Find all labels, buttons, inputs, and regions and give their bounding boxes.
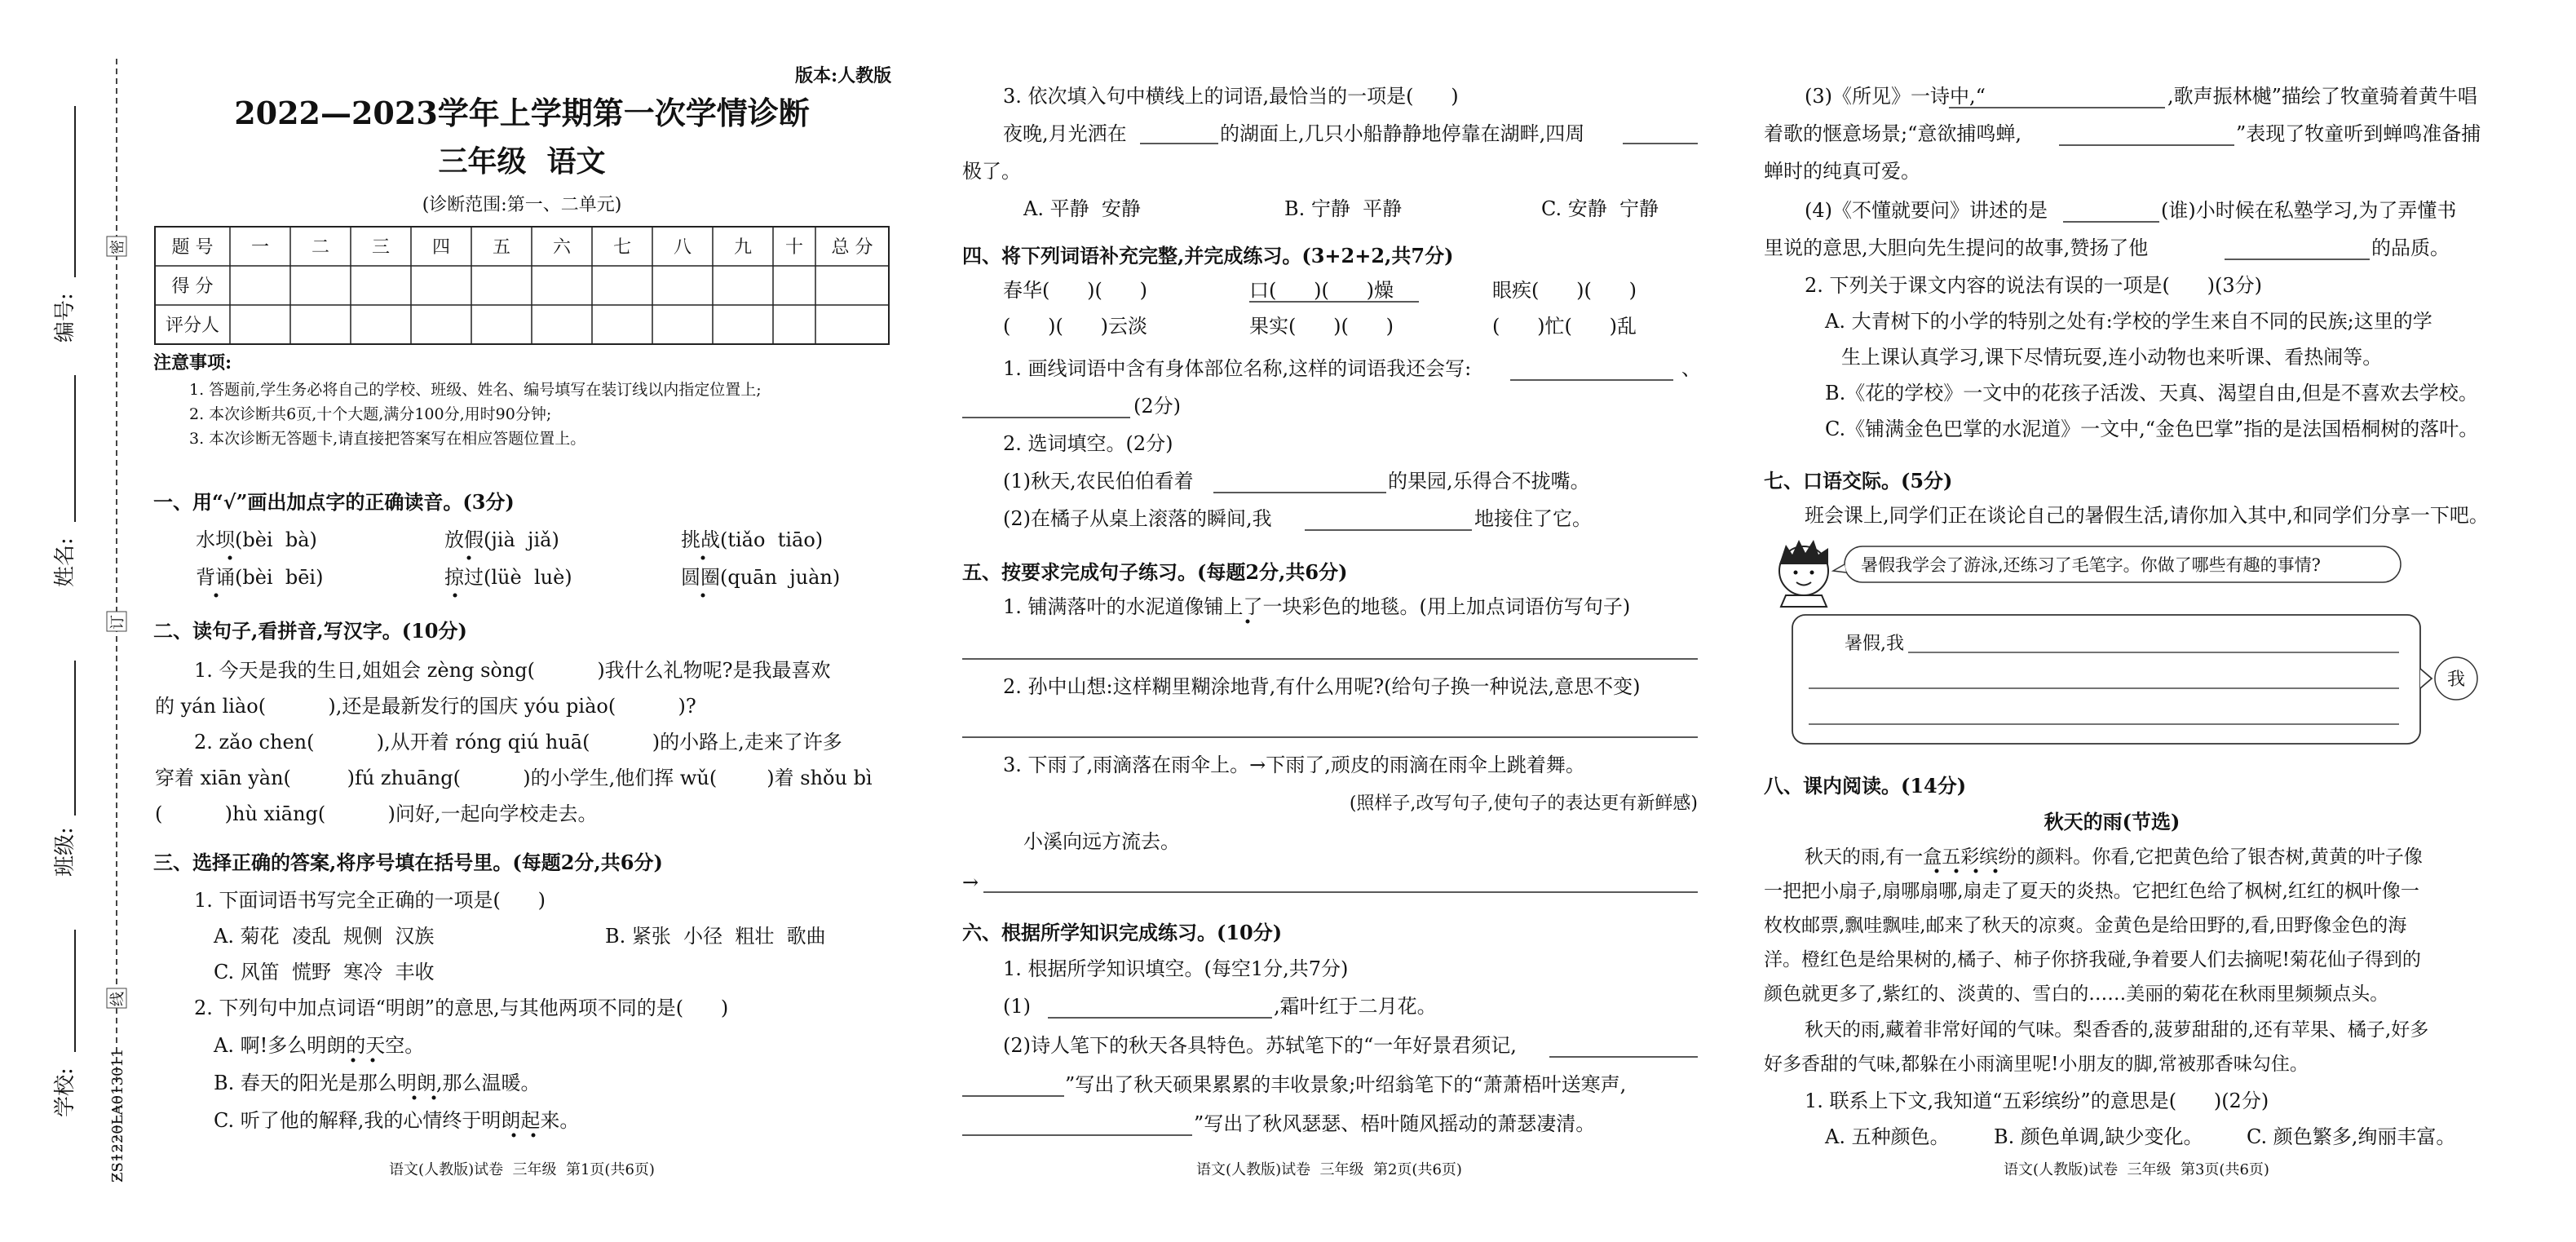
q4-s2a2: 的果园,乐得合不拢嘴。 [1388,470,1590,493]
q3-2b[interactable]: B. 春天的阳光是那么明朗,那么温暖。 [214,1072,541,1094]
q4-s2: 2. 选词填空。(2分) [1003,432,1173,455]
q6-s1: 1. 根据所学知识填空。(每空1分,共7分) [1003,957,1349,980]
passage-line-2: 一把把小扇子,扇哪扇哪,扇走了夏天的炎热。它把红色给了枫树,红红的枫叶像一 [1764,881,2419,902]
q3-3b[interactable]: B. 宁静 平静 [1284,197,1403,220]
th-7: 七 [612,237,632,258]
q3-2[interactable]: 2. 下列句中加点词语“明朗”的意思,与其他两项不同的是( ) [194,997,729,1019]
q5-s3: 3. 下雨了,雨滴落在雨伞上。→下雨了,顽皮的雨滴在雨伞上跳着舞。 [1003,754,1585,776]
q5-s3-note: (照样子,改写句子,使句子的表达更有新鲜感) [1349,793,1698,814]
q2-line-4[interactable]: 穿着 xiān yàn( )fú zhuāng( )的小学生,他们挥 wǔ( )着 shǒu bì [155,767,873,789]
q5-s1: 1. 铺满落叶的水泥道像铺上了一块彩色的地毯。(用上加点词语仿写句子) [1003,595,1631,618]
q1-item-4[interactable]: 背诵(bèi bēi) [196,566,324,589]
answer-start: 暑假,我 [1845,634,1904,654]
q3-3-line2: 极了。 [962,160,1021,183]
q6-s4-b: (谁)小时候在私塾学习,为了弄懂书 [2161,199,2457,222]
q2-title: 二、读句子,看拼音,写汉字。(10分) [153,619,467,643]
passage-title: 秋天的雨(节选) [2044,810,2181,833]
q4-r2c[interactable]: ( )忙( )乱 [1492,315,1637,338]
q1-item-1[interactable]: 水坝(bèi bà) [196,528,317,551]
passage-line-7: 好多香甜的气味,都躲在小雨滴里呢!小朋友的脚,常被那香味勾住。 [1764,1054,2309,1075]
page1-footer: 语文(人教版)试卷 三年级 第1页(共6页) [389,1161,655,1178]
q3-1a[interactable]: A. 菊花 凌乱 规侧 汉族 [214,925,435,948]
q7-title: 七、口语交际。(5分) [1764,469,1953,493]
q6-s3-e: 蝉时的纯真可爱。 [1764,160,1920,183]
edition-label: 版本:人教版 [795,65,892,86]
q2-line-3[interactable]: 2. zǎo chen( ),从开着 róng qiú huā( )的小路上,走来了许多 [194,731,842,754]
q6-2a2: 生上课认真学习,课下尽情玩耍,连小动物也来听课、看热闹等。 [1841,346,2383,369]
th-9: 九 [733,237,753,258]
note-3: 3. 本次诊断无答题卡,请直接把答案写在相应答题位置上。 [189,430,586,448]
th-2: 二 [311,237,330,258]
q3-3[interactable]: 3. 依次填入句中横线上的词语,最恰当的一项是( ) [1003,85,1459,108]
q3-1c[interactable]: C. 风笛 慌野 寒冷 丰收 [214,961,435,983]
speech-bubble-text: 暑假我学会了游泳,还练习了毛笔字。你做了哪些有趣的事情? [1861,555,2321,575]
q3-3-line1b: 的湖面上,几只小船静静地停靠在湖畔,四周 [1220,122,1585,145]
number-label: 编号: [53,293,77,343]
row-score: 得 分 [171,276,214,297]
score-table [155,227,889,344]
page2-footer: 语文(人教版)试卷 三年级 第2页(共6页) [1196,1161,1462,1178]
exam-title: 2022—2023学年上学期第一次学情诊断 [234,95,810,131]
q3-2c[interactable]: C. 听了他的解释,我的心情终于明朗起来。 [214,1109,580,1132]
q4-s1: 1. 画线词语中含有身体部位名称,这样的词语我还会写: [1003,357,1472,380]
boy-avatar-icon [1779,540,1828,607]
q1-title: 一、用“√”画出加点字的正确读音。(3分) [153,490,515,514]
q3-3a[interactable]: A. 平静 安静 [1023,197,1141,220]
seal-xian: 线 [109,992,126,1006]
q4-s2a1: (1)秋天,农民伯伯看着 [1003,470,1194,493]
q5-title: 五、按要求完成句子练习。(每题2分,共6分) [962,560,1348,584]
q3-1b[interactable]: B. 紧张 小径 粗壮 歌曲 [605,925,826,948]
page-3 [1764,85,2489,1178]
exam-scope: (诊断范围:第一、二单元) [422,195,622,215]
q4-s2b2: 地接住了它。 [1474,507,1592,530]
q3-3c[interactable]: C. 安静 宁静 [1541,197,1659,220]
q4-r2b[interactable]: 果实( )( ) [1249,315,1394,338]
q4-r1b[interactable]: 口( )( )燥 [1249,279,1394,302]
q4-r1a[interactable]: 春华( )( ) [1003,279,1147,302]
notes-title: 注意事项: [153,352,232,373]
page3-footer: 语文(人教版)试卷 三年级 第3页(共6页) [2004,1161,2269,1178]
seal-mi: 密 [109,240,126,254]
passage-line-5: 颜色就更多了,紫红的、淡黄的、雪白的……美丽的菊花在秋雨里频频点头。 [1764,983,2389,1005]
q6-s3-a: (3)《所见》一诗中,“ [1805,85,1986,108]
q4-s1-tail: (2分) [1133,395,1181,418]
passage-line-1: 秋天的雨,有一盒五彩缤纷的颜料。你看,它把黄色给了银杏树,黄黄的叶子像 [1805,846,2423,868]
q1-item-3[interactable]: 挑战(tiǎo tiāo) [681,528,824,551]
passage-line-3: 枚枚邮票,飘哇飘哇,邮来了秋天的凉爽。金黄色是给田野的,看,田野像金色的海 [1764,915,2407,936]
me-badge-text: 我 [2446,670,2466,690]
q1-item-5[interactable]: 掠过(lüè luè) [444,566,572,589]
q7-intro: 班会课上,同学们正在谈论自己的暑假生活,请你加入其中,和同学们分享一下吧。 [1805,504,2489,527]
q5-arrow: → [962,871,979,894]
q1-item-6[interactable]: 圆圈(quān juàn) [681,566,841,589]
th-10: 十 [784,237,804,258]
q5-s2: 2. 孙中山想:这样糊里糊涂地背,有什么用呢?(给句子换一种说法,意思不变) [1003,675,1641,698]
q6-s1d: ”写出了秋风瑟瑟、梧叶随风摇动的萧瑟凄清。 [1194,1112,1596,1135]
name-label: 姓名: [53,537,77,587]
row-grader: 评分人 [165,316,220,336]
class-label: 班级: [53,827,77,877]
q8-1c[interactable]: C. 颜色繁多,绚丽丰富。 [2247,1125,2456,1148]
q8-1a[interactable]: A. 五种颜色。 [1825,1125,1950,1148]
q3-title: 三、选择正确的答案,将序号填在括号里。(每题2分,共6分) [153,851,663,874]
th-5: 五 [492,237,511,258]
th-3: 三 [371,237,391,258]
page-2 [962,85,1701,1178]
th-total: 总 分 [831,237,873,258]
q6-s1a: (1) [1003,995,1031,1018]
q6-title: 六、根据所学知识完成练习。(10分) [962,921,1283,944]
q4-s1-comma: 、 [1681,357,1701,380]
passage-line-6: 秋天的雨,藏着非常好闻的气味。梨香香的,菠萝甜甜的,还有苹果、橘子,好多 [1805,1019,2429,1041]
q6-s3-b: ,歌声振林樾”描绘了牧童骑着黄牛唱 [2167,85,2477,108]
q6-s3-c: 着歌的惬意场景;“意欲捕鸣蝉, [1764,122,2021,145]
q6-s1c: ”写出了秋天硕果累累的丰收景象;叶绍翁笔下的“萧萧梧叶送寒声, [1065,1073,1627,1096]
q5-s3-example: 小溪向远方流去。 [1023,830,1180,853]
q3-1[interactable]: 1. 下面词语书写完全正确的一项是( ) [194,889,546,912]
q6-s4-a: (4)《不懂就要问》讲述的是 [1805,199,2048,222]
q4-r1c[interactable]: 眼疾( )( ) [1492,279,1637,302]
q6-2b[interactable]: B.《花的学校》一文中的花孩子活泼、天真、渴望自由,但是不喜欢去学校。 [1825,382,2478,404]
th-1: 一 [250,237,270,258]
q2-line-2[interactable]: 的 yán liào( ),还是最新发行的国庆 yóu piào( )? [155,695,696,718]
q6-s3-d: ”表现了牧童听到蝉鸣准备捕 [2236,122,2481,145]
th-6: 六 [552,237,572,258]
note-1: 1. 答题前,学生务必将自己的学校、班级、姓名、编号填写在装订线以内指定位置上; [189,381,762,399]
q4-s2b1: (2)在橘子从桌上滚落的瞬间,我 [1003,507,1272,530]
q3-3-line1a: 夜晚,月光洒在 [1003,122,1127,145]
seal-ding: 订 [109,615,126,630]
q4-title: 四、将下列词语补充完整,并完成练习。(3+2+2,共7分) [962,244,1454,267]
th-label: 题 号 [171,237,214,258]
q2-line-5[interactable]: ( )hù xiāng( )问好,一起向学校走去。 [155,802,598,825]
q6-s4-c: 里说的意思,大胆向先生提问的故事,赞扬了他 [1764,236,2149,259]
q6-2c[interactable]: C.《铺满金色巴掌的水泥道》一文中,“金色巴掌”指的是法国梧桐树的落叶。 [1825,418,2479,440]
q3-2a[interactable]: A. 啊!多么明朗的天空。 [214,1034,425,1057]
q2-line-1[interactable]: 1. 今天是我的生日,姐姐会 zèng sòng( )我什么礼物呢?是我最喜欢 [194,659,831,682]
q1-item-2[interactable]: 放假(jià jiǎ) [444,528,559,551]
q8-title: 八、课内阅读。(14分) [1764,774,1967,798]
page-1 [153,65,891,1178]
note-2: 2. 本次诊断共6页,十个大题,满分100分,用时90分钟; [189,405,552,423]
school-label: 学校: [53,1067,77,1117]
exam-subtitle: 三年级 语文 [438,144,606,179]
paper-code: ZS1220LA013011 [109,1048,126,1182]
binding-margin [53,59,126,1182]
passage-line-4: 洋。橙红色是给果树的,橘子、柿子你挤我碰,争着要人们去摘呢!菊花仙子得到的 [1764,949,2421,970]
q6-2a1[interactable]: A. 大青树下的小学的特别之处有:学校的学生来自不同的民族;这里的学 [1825,310,2432,333]
q6-s1b: (2)诗人笔下的秋天各具特色。苏轼笔下的“一年好景君须记, [1003,1034,1517,1057]
q8-1[interactable]: 1. 联系上下文,我知道“五彩缤纷”的意思是( )(2分) [1805,1090,2269,1112]
th-4: 四 [431,237,451,258]
th-8: 八 [673,237,692,258]
q6-s1a2: ,霜叶红于二月花。 [1274,995,1437,1018]
q6-2[interactable]: 2. 下列关于课文内容的说法有误的一项是( )(3分) [1805,274,2263,297]
q6-s4-d: 的品质。 [2371,236,2450,259]
q4-r2a[interactable]: ( )( )云淡 [1003,315,1147,338]
q8-1b[interactable]: B. 颜色单调,缺少变化。 [1994,1125,2203,1148]
